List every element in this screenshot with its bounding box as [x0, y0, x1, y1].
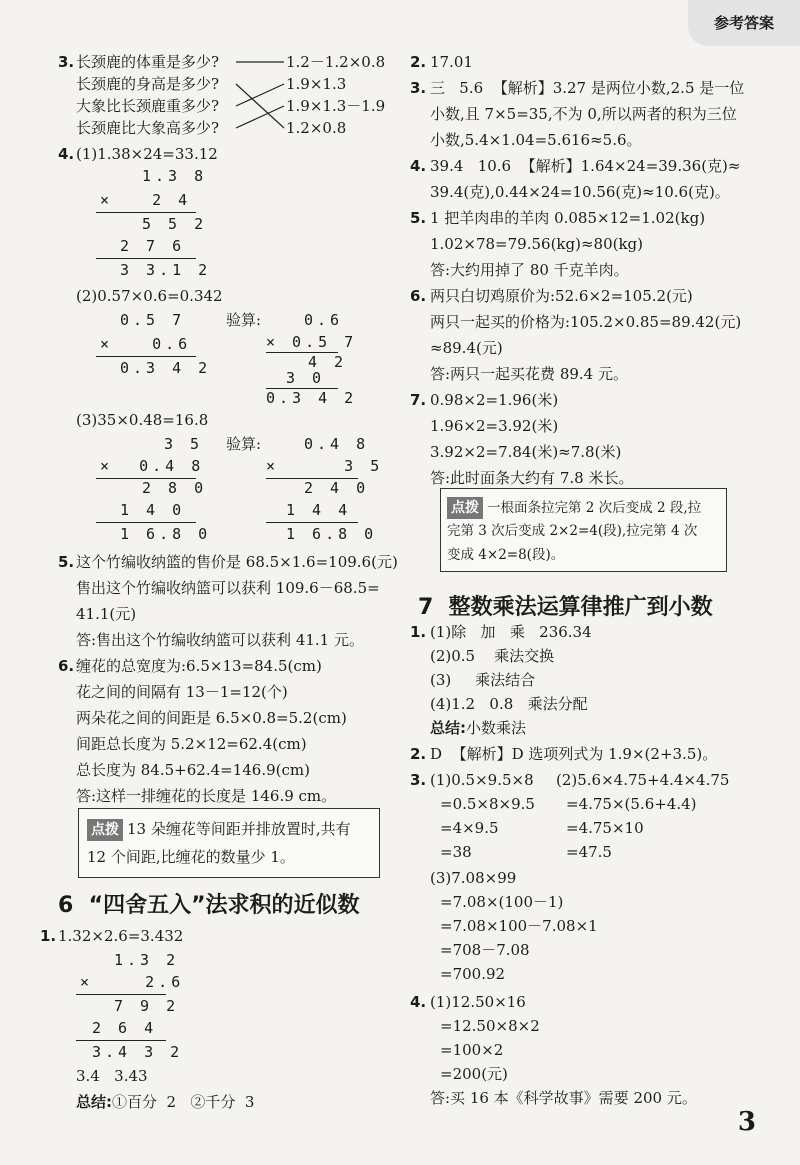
calc-line: × 2 4 — [100, 191, 192, 209]
calc-line: 5 5 2 — [142, 215, 208, 233]
calc-rule — [96, 212, 196, 213]
calc-line: × 0.6 — [100, 335, 192, 353]
calc-line: × 0.4 8 — [100, 457, 205, 475]
text-line: 1 把羊肉串的羊肉 0.085×12=1.02(kg) — [430, 209, 706, 227]
text-line: 缠花的总宽度为:6.5×13=84.5(cm) — [76, 657, 322, 675]
text-line: 1.96×2=3.92(米) — [430, 417, 559, 435]
q4-part1: (1)1.38×24=33.12 — [76, 145, 218, 163]
text-line: 两只白切鸡原价为:52.6×2=105.2(元) — [430, 287, 693, 305]
q3-item: 大象比长颈鹿重多少? — [76, 97, 220, 115]
text-line: =7.08×100－7.08×1 — [440, 917, 598, 935]
tip-tag: 点拨 — [87, 819, 123, 841]
calc-line: 0.6 — [304, 311, 344, 329]
calc-line: 1.3 2 — [114, 951, 180, 969]
text-line: 两朵花之间的间距是 6.5×0.8=5.2(cm) — [76, 709, 347, 727]
q3-answer: 1.2×0.8 — [286, 119, 347, 137]
calc-line: 7 9 2 — [114, 997, 180, 1015]
text-line: =700.92 — [440, 965, 506, 983]
calc-line: × 2.6 — [80, 973, 185, 991]
text-line: 小数,5.4×1.04=5.616≈5.6。 — [430, 131, 642, 149]
text-line: =0.5×8×9.5 — [440, 795, 535, 813]
q3-item: 长颈鹿的身高是多少? — [76, 75, 220, 93]
calc-line: 2 4 0 — [304, 479, 370, 497]
text-line: =47.5 — [566, 843, 612, 861]
q3-matching-lines — [234, 52, 288, 142]
text-line: 两只一起买的价格为:105.2×0.85=89.42(元) — [430, 313, 742, 331]
tip-line: 12 个间距,比缠花的数量少 1。 — [87, 848, 295, 866]
tip-line: 13 朵缠花等间距并排放置时,共有 — [127, 820, 351, 838]
text-line: (2)0.5 乘法交换 — [430, 647, 555, 665]
text-line: 41.1(元) — [76, 605, 137, 623]
text-line: (3) 乘法结合 — [430, 671, 536, 689]
text-line: 答:这样一排缠花的长度是 146.9 cm。 — [76, 787, 337, 805]
r-q6-number: 6. — [410, 287, 427, 305]
text-line: 答:售出这个竹编收纳篮可以获利 41.1 元。 — [76, 631, 364, 649]
text-line: 间距总长度为 5.2×12=62.4(cm) — [76, 735, 307, 753]
text-line: 花之间的间隔有 13－1=12(个) — [76, 683, 288, 701]
text-line: 答:大约用掉了 80 千克羊肉。 — [430, 261, 629, 279]
calc-line: 1 6.8 0 — [120, 525, 212, 543]
text-line: =4.75×10 — [566, 819, 644, 837]
calc-line: 4 2 — [308, 353, 348, 371]
s7q4-number: 4. — [410, 993, 427, 1011]
text-line: 三 5.6 【解析】3.27 是两位小数,2.5 是一位 — [430, 79, 745, 97]
page-number: 3 — [737, 1107, 756, 1137]
tip-tag: 点拨 — [447, 497, 483, 519]
calc-rule — [96, 258, 196, 259]
calc-line: 0.3 4 2 — [120, 359, 212, 377]
text-line: 1.02×78=79.56(kg)≈80(kg) — [430, 235, 644, 253]
calc-rule — [76, 994, 166, 995]
r-q5-number: 5. — [410, 209, 427, 227]
text-line: =38 — [440, 843, 472, 861]
tip-line: 完第 3 次后变成 2×2=4(段),拉完第 4 次 — [447, 523, 698, 539]
text-line: 1.32×2.6=3.432 — [58, 927, 184, 945]
text-line: 总长度为 84.5+62.4=146.9(cm) — [76, 761, 310, 779]
calc-line: 0.5 7 — [120, 311, 186, 329]
calc-line: 3.4 3 2 — [92, 1043, 184, 1061]
r-q2-number: 2. — [410, 53, 427, 71]
text-line: 39.4(克),0.44×24=10.56(克)≈10.6(克)。 — [430, 183, 730, 201]
q4-part3: (3)35×0.48=16.8 — [76, 411, 209, 429]
check-label: 验算: — [226, 435, 262, 453]
calc-line: 0.4 8 — [304, 435, 370, 453]
q3-item: 长颈鹿比大象高多少? — [76, 119, 220, 137]
calc-line: 0.3 4 2 — [266, 389, 358, 407]
text-line: =7.08×(100－1) — [440, 893, 564, 911]
q4-part2: (2)0.57×0.6=0.342 — [76, 287, 223, 305]
calc-line: 3 3.1 2 — [120, 261, 212, 279]
text-line: =4.75×(5.6+4.4) — [566, 795, 697, 813]
s6q1-number: 1. — [40, 927, 57, 945]
section-6-heading: 6 “四舍五入”法求积的近似数 — [58, 893, 360, 918]
text-line: ≈89.4(元) — [430, 339, 503, 357]
r-q3-number: 3. — [410, 79, 427, 97]
r-q4-number: 4. — [410, 157, 427, 175]
text-line: =100×2 — [440, 1041, 504, 1059]
text-line: 39.4 10.6 【解析】1.64×24=39.36(克)≈ — [430, 157, 741, 175]
text-line: =200(元) — [440, 1065, 508, 1083]
calc-line: 1 4 4 — [286, 501, 352, 519]
s7q3-number: 3. — [410, 771, 427, 789]
text-line: (1)除 加 乘 236.34 — [430, 623, 592, 641]
calc-rule — [76, 1040, 166, 1041]
calc-line: × 0.5 7 — [266, 333, 358, 351]
tip-box — [440, 488, 727, 572]
text-line: =708－7.08 — [440, 941, 530, 959]
text-line: 3.92×2=7.84(米)≈7.8(米) — [430, 443, 622, 461]
q5-number: 5. — [58, 553, 75, 571]
r-q7-number: 7. — [410, 391, 427, 409]
calc-line: 1.3 8 — [142, 167, 208, 185]
section-7-heading: 7 整数乘法运算律推广到小数 — [418, 595, 713, 620]
calc-line: 2 8 0 — [142, 479, 208, 497]
text-line: 这个竹编收纳篮的售价是 68.5×1.6=109.6(元) — [76, 553, 398, 571]
text-line: (4)1.2 0.8 乘法分配 — [430, 695, 588, 713]
summary-line: 总结:①百分 2 ②千分 3 — [76, 1093, 255, 1111]
text-line: (1)12.50×16 — [430, 993, 526, 1011]
calc-line: 2 6 4 — [92, 1019, 158, 1037]
calc-line: 2 7 6 — [120, 237, 186, 255]
calc-rule — [96, 522, 196, 523]
text-line: 售出这个竹编收纳篮可以获利 109.6－68.5= — [76, 579, 380, 597]
s7q2-number: 2. — [410, 745, 427, 763]
tip-line: 一根面条拉完第 2 次后变成 2 段,拉 — [487, 500, 702, 516]
text-line: =12.50×8×2 — [440, 1017, 540, 1035]
text-line: =4×9.5 — [440, 819, 499, 837]
text-line: 答:两只一起买花费 89.4 元。 — [430, 365, 628, 383]
calc-rule — [96, 356, 196, 357]
q4-number: 4. — [58, 145, 75, 163]
text-line: (1)0.5×9.5×8 — [430, 771, 534, 789]
q3-item: 长颈鹿的体重是多少? — [76, 53, 220, 71]
text-line: (3)7.08×99 — [430, 869, 517, 887]
tip-line: 变成 4×2=8(段)。 — [447, 547, 565, 563]
calc-rule — [266, 522, 358, 523]
calc-line: 1 6.8 0 — [286, 525, 378, 543]
q6-number: 6. — [58, 657, 75, 675]
calc-line: 3 5 — [164, 435, 204, 453]
q3-answer: 1.9×1.3－1.9 — [286, 97, 386, 115]
check-label: 验算: — [226, 311, 262, 329]
calc-line: × 3 5 — [266, 457, 384, 475]
text-line: 3.4 3.43 — [76, 1067, 148, 1085]
q3-answer: 1.2－1.2×0.8 — [286, 53, 386, 71]
text-line: 答:此时面条大约有 7.8 米长。 — [430, 469, 634, 487]
text-line: D 【解析】D 选项列式为 1.9×(2+3.5)。 — [430, 745, 718, 763]
summary-line: 总结:小数乘法 — [430, 719, 527, 737]
text-line: 0.98×2=1.96(米) — [430, 391, 559, 409]
calc-line: 1 4 0 — [120, 501, 186, 519]
text-line: 答:买 16 本《科学故事》需要 200 元。 — [430, 1089, 697, 1107]
s7q1-number: 1. — [410, 623, 427, 641]
header-title: 参考答案 — [713, 14, 774, 32]
text-line: (2)5.6×4.75+4.4×4.75 — [556, 771, 730, 789]
calc-line: 3 0 — [286, 369, 326, 387]
text-line: 小数,且 7×5=35,不为 0,所以两者的积为三位 — [430, 105, 737, 123]
q3-answer: 1.9×1.3 — [286, 75, 347, 93]
tip-box — [78, 808, 380, 878]
text-line: 17.01 — [430, 53, 473, 71]
q3-number: 3. — [58, 53, 75, 71]
